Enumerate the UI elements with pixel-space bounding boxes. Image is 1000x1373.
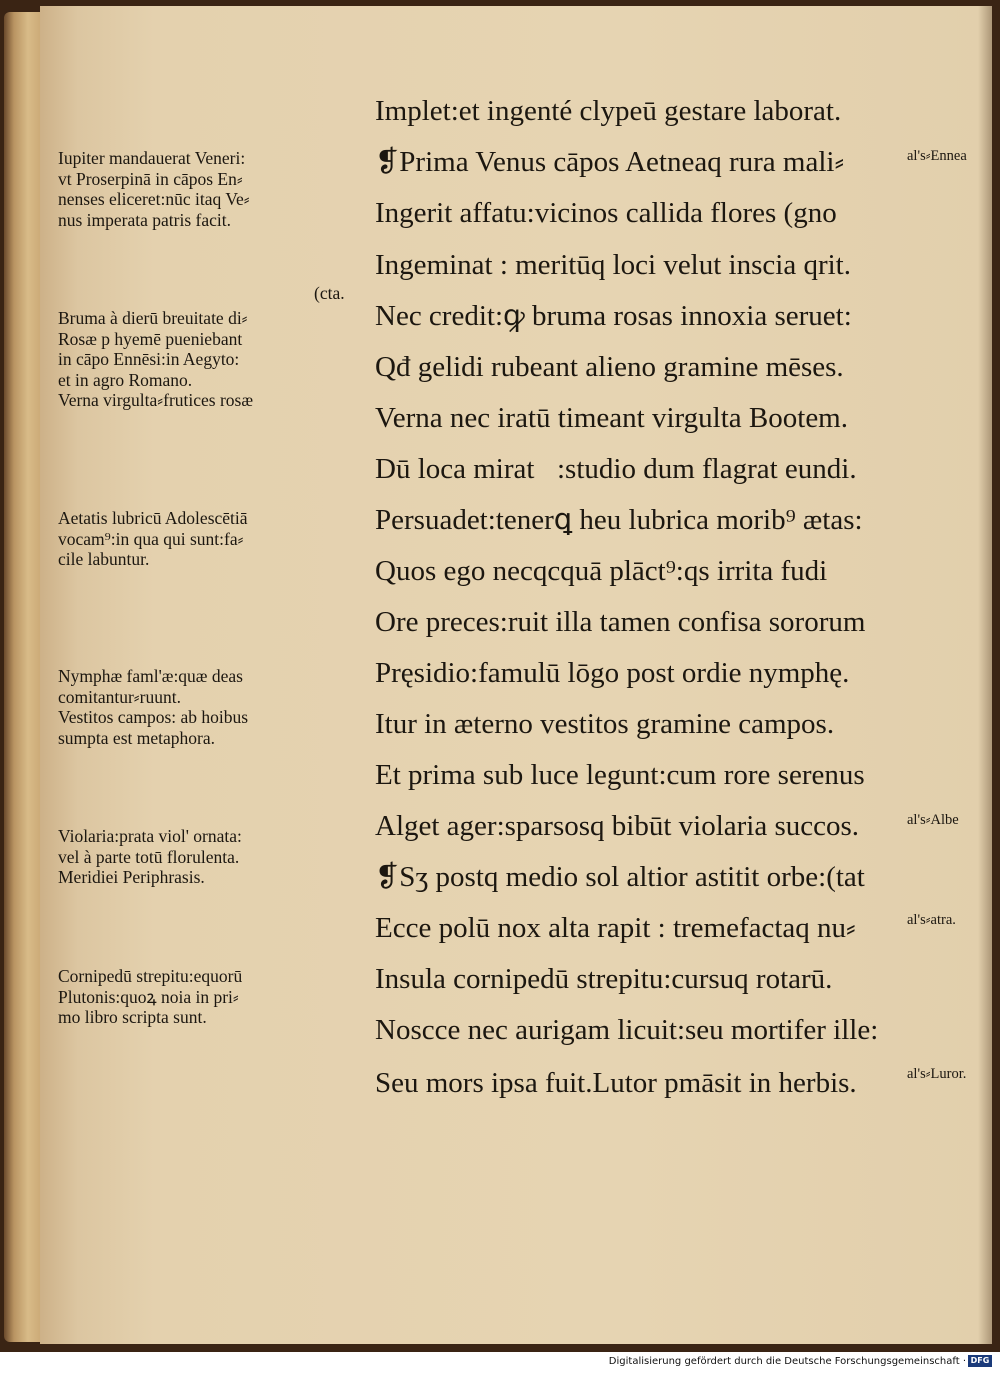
main-line: Implet:et ingenté clypeū gestare laborat.	[375, 95, 842, 127]
main-line: Ecce polū nox alta rapit : tremefactaq nu⸗	[375, 912, 856, 944]
dfg-logo-icon: DFG	[968, 1355, 992, 1367]
gloss-line: Bruma à dierū breuitate di⸗	[58, 308, 248, 328]
gloss-line: Meridiei Periphrasis.	[58, 867, 205, 887]
gloss-line: cile labuntur.	[58, 549, 150, 569]
gloss-line: nenses eliceret:nūc itaq Ve⸗	[58, 189, 250, 209]
gloss-line: Iupiter mandauerat Veneri:	[58, 148, 246, 168]
gloss-line: Verna virgulta⸗frutices rosæ	[58, 390, 254, 410]
main-line: Itur in æterno vestitos gramine campos.	[375, 708, 835, 740]
funding-notice: Digitalisierung gefördert durch die Deutsche Forschungsgemeinschaft ·	[608, 1356, 966, 1367]
gloss-jupiter	[58, 148, 373, 230]
main-line: Pręsidio:famulū lōgo post ordie nymphę.	[375, 657, 850, 689]
main-line: Qđ gelidi rubeant alieno gramine mēses.	[375, 351, 844, 383]
variant-reading: al's⸗Albe	[907, 812, 959, 828]
main-line: Persuadet:tenerꝗ heu lubrica morib⁹ ætas:	[375, 504, 863, 536]
page-edges	[4, 12, 44, 1342]
gloss-line: mo libro scripta sunt.	[58, 1007, 207, 1027]
gloss-line: Rosæ p hyemē pueniebant	[58, 328, 243, 349]
gloss-line: Vestitos campos: ab hoibus	[58, 707, 249, 727]
gloss-line: vocam⁹:in qua qui sunt:fa⸗	[58, 528, 244, 549]
main-line: Nec credit:ꝙ bruma rosas innoxia seruet:	[375, 300, 852, 332]
main-line: Dū loca mirat᷑:studio dum flagrat eundi.	[375, 453, 857, 485]
gloss-violaria	[58, 826, 373, 888]
gloss-line: et in agro Romano.	[58, 369, 193, 390]
gloss-nymphae	[58, 666, 373, 748]
main-line: Insula cornipedū strepitu:cursuq rotarū.	[375, 963, 833, 995]
main-line: ❡Prima Venus cāpos Aetneaq rura mali⸗	[375, 146, 845, 178]
main-line: Noscce nec aurigam licuit:seu mortifer ille:	[375, 1014, 879, 1046]
gloss-line: vt Proserpinā in cāpos En⸗	[58, 168, 243, 189]
gloss-line: Nymphæ faml'æ:quæ deas	[58, 666, 243, 686]
variant-reading: al's⸗Ennea	[907, 148, 967, 164]
main-line: Quos ego necqcquā plāct⁹:qs irrita fudi	[375, 555, 828, 587]
variant-reading: al's⸗atra.	[907, 912, 956, 928]
gloss-line: nus imperata patris facit.	[58, 209, 231, 230]
main-line: Verna nec iratū timeant virgulta Bootem.	[375, 402, 848, 434]
gloss-line: comitantur⸗ruunt.	[58, 686, 181, 707]
main-line: Ore preces:ruit illa tamen confisa sororum	[375, 606, 866, 638]
gloss-bruma	[58, 308, 373, 411]
gloss-line: Cornipedū strepitu:equorū	[58, 966, 243, 986]
main-line: Alget ager:sparsosq bibūt violaria succos.	[375, 810, 860, 842]
gloss-line: Violaria:prata viol' ornata:	[58, 826, 242, 846]
gloss-line: in cāpo Ennēsi:in Aegyto:	[58, 349, 240, 369]
main-line: ❡Sʒ postq medio sol altior astitit orbe:(tat	[375, 861, 865, 893]
main-line: Ingerit affatu:vicinos callida flores (gno	[375, 197, 837, 229]
gloss-aetatis	[58, 508, 373, 570]
variant-reading: al's⸗Luror.	[907, 1066, 967, 1082]
gloss-line: Plutonis:quoꝝ noia in pri⸗	[58, 986, 239, 1007]
main-line: Et prima sub luce legunt:cum rore serenus	[375, 759, 865, 791]
main-line: Seu mors ipsa fuit.Lutor pmāsit in herbis.	[375, 1067, 857, 1099]
gloss-line: Aetatis lubricū Adolescētiā	[58, 508, 248, 528]
gloss-line: sumpta est metaphora.	[58, 727, 215, 748]
gloss-fragment	[314, 283, 374, 304]
gloss-line: vel à parte totū florulenta.	[58, 846, 240, 867]
gloss-cornipedum	[58, 966, 373, 1028]
page-gutter-shadow	[978, 6, 992, 1344]
main-line: Ingeminat : meritūq loci velut inscia qrit.	[375, 249, 851, 281]
gloss-line: (cta.	[314, 283, 345, 303]
